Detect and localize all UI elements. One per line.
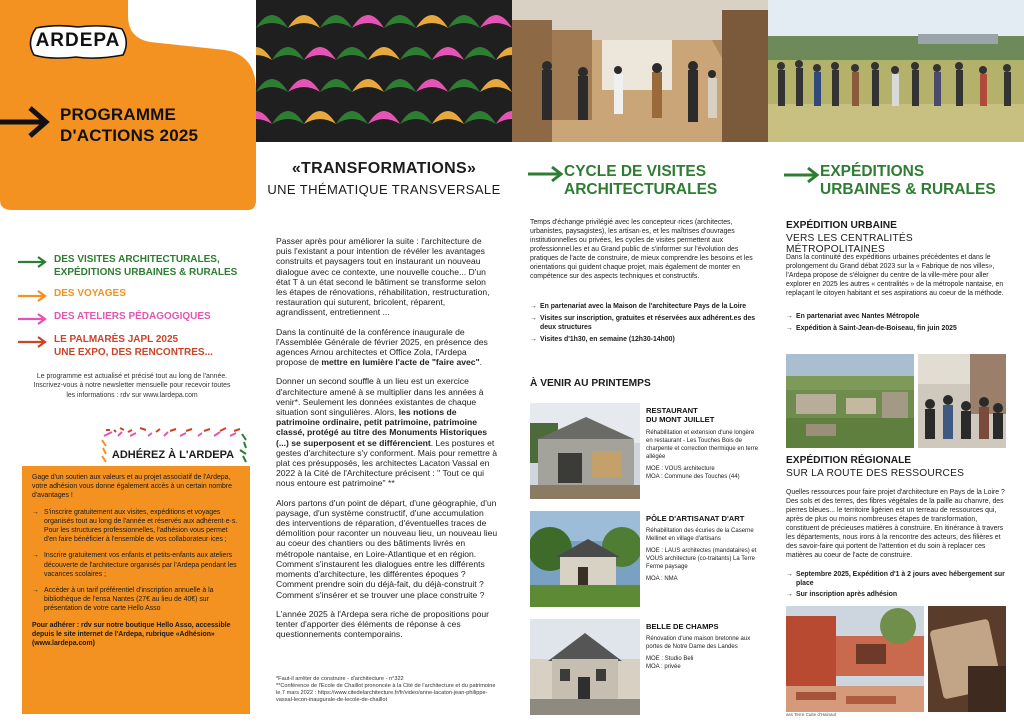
footnotes: *Faut-il arrêter de construire - d'architecture - n°322 **Conférence de l'Ecole de Chaillot prononcée à la Cité de l'architecture et du patrimoine le 7 mars 2022 : https://www.citedelarchitecture.fr/fr/video/anne-lacaton-jean-philippe-vassal-lecon-inaugurale-de-lecole-de-chaillot <box>276 676 496 703</box>
artisanat-photo <box>530 511 640 607</box>
belle-de-champs-photo <box>530 619 640 715</box>
regional-expedition-subheading: SUR LA ROUTE DES RESSOURCES <box>786 468 965 479</box>
visites-info-list <box>530 302 756 347</box>
list-item: → Sur inscription après adhésion <box>786 591 898 598</box>
legend-item-ateliers: DES ATELIERS PÉDAGOGIQUES <box>18 311 250 325</box>
adhere-box <box>22 466 250 714</box>
visit-card-restaurant: RESTAURANT DU MONT JUILLET Réhabilitation et extension d'une longère en restaurant - Les Touches Bois de charpente et correction thermique en terre allégée MOE : VOUS architecture MOA : Commune des Touches (44) <box>646 406 759 480</box>
column-programme <box>0 0 256 724</box>
visit-card-artisanat: PÔLE D'ARTISANAT D'ART Réhabilitation des écuries de la Caserne Mellinet en village d'artisans MOE : LAUS architectes (mandataires) et VOUS architecture (co-traitants) La Terre Ferme paysage MOA : NMA <box>646 514 757 583</box>
list-item: → En partenariat avec Nantes Métropole <box>786 313 920 320</box>
column-expeditions <box>768 0 1024 724</box>
urban-expedition-subheading: VERS LES CENTRALITÉS MÉTROPOLITAINES <box>786 233 913 255</box>
group-visit-photo <box>918 354 1006 448</box>
logo-text: ARDEPA <box>35 30 121 51</box>
urban-expedition-list <box>786 312 1012 336</box>
programme-title: PROGRAMME D'ACTIONS 2025 <box>60 105 199 145</box>
arrow-right-icon <box>18 256 48 268</box>
list-item: → Septembre 2025, Expédition d'1 à 2 jours avec hébergement sur place <box>786 571 1005 587</box>
decorative-pattern <box>256 0 512 142</box>
list-item: → Expédition à Saint-Jean-de-Boiseau, fin juin 2025 <box>786 325 957 332</box>
legend-item-palmares: LE PALMARÈS JAPL 2025 UNE EXPO, DES RENCONTRES... <box>18 334 250 359</box>
urban-expedition-heading: EXPÉDITION URBAINE <box>786 220 897 231</box>
newsletter-note: Le programme est actualisé et précisé tout au long de l'année. Inscrivez-vous à notre newsletter mensuelle pour recevoir toutes les informations : rdv sur www.lardepa.com <box>33 373 231 399</box>
transformations-title: «TRANSFORMATIONS» <box>291 160 477 177</box>
list-item: → Visites sur inscription, gratuites et réservées aux adhérent.es des deux structures <box>530 315 756 331</box>
arrow-right-icon <box>0 104 52 140</box>
restaurant-photo <box>530 403 640 499</box>
adhere-bullet: → S'inscrire gratuitement aux visites, expéditions et voyages organisés tout au long de l'année et réservés aux adhérent·e·s. Pour les structures professionnelles, l'adhésion vous permet d'en faire bénéficier à l'ensemble de vos collaborateur·ices ; <box>32 508 238 544</box>
adhere-bullet: → Inscrire gratuitement vos enfants et petits-enfants aux ateliers découverte de l'architecture organisés par l'Ardepa pendant les vacances scolaires ; <box>32 552 237 578</box>
list-item: → Visites d'1h30, en semaine (12h30-14h00) <box>530 336 675 343</box>
photo-credit: ass Terre Cuite d'Hainaut <box>786 712 837 717</box>
arrow-right-icon <box>18 313 48 325</box>
arrow-right-icon <box>526 165 566 183</box>
column-visites <box>512 0 768 724</box>
transformations-subtitle: UNE THÉMATIQUE TRANSVERSALE <box>267 182 501 197</box>
brick-building-photo <box>786 606 924 712</box>
adhere-footer: Pour adhérer : rdv sur notre boutique Hello Asso, accessible depuis le site internet de l'Ardepa, rubrique «Adhésion» (www.lardepa.com) <box>32 621 231 648</box>
expeditions-title: EXPÉDITIONS URBAINES & RURALES <box>820 163 996 198</box>
legend-item-voyages: DES VOYAGES <box>18 288 250 302</box>
urban-expedition-text: Dans la continuité des expéditions urbaines précédentes et dans le prolongement du Grand débat 2023 sur la « Fabrique de nos villes», l'Ardepa propose de s'éloigner du centre de la ville-mère pour aller explorer en 2025 les autres « centralités » de la métropole nantaise, en replaçant le citoyen habitant et ses aspirations au coeur de la méthode. <box>786 254 1004 297</box>
regional-expedition-list <box>786 570 1012 601</box>
regional-expedition-text: Quelles ressources pour faire projet d'architecture en Pays de la Loire ? Des sols et des terres, des fibres végétales de la paille au chanvre, des pierres bleues... le territoire ligérien est un terreau de ressources qui, après de plus ou moins nombreuses étapes de transformation, constituent de précieuses matières à construire. En itinérance à travers les départements, nous irons à la rencontre des acteurs, des filières et des savoir-faire qui portent de l'attention et du soin à replacer ces matières au coeur de l'acte de construire. <box>786 489 1005 559</box>
column-transformations <box>256 0 512 724</box>
spring-heading: À VENIR AU PRINTEMPS <box>530 378 651 389</box>
list-item: → En partenariat avec la Maison de l'architecture Pays de la Loire <box>530 303 747 310</box>
visit-interior-photo <box>512 0 768 142</box>
ardepa-logo <box>26 24 130 60</box>
visit-card-belle-de-champs: BELLE DE CHAMPS Rénovation d'une maison bretonne aux portes de Notre Dame des Landes MOE : Studio Beli MOA : privée <box>646 622 751 671</box>
adhere-intro: Gage d'un soutien aux valeurs et au projet associatif de l'Ardepa, votre adhésion vous donne également accès à un certain nombre d'avantages ! <box>32 474 232 500</box>
arrow-right-icon <box>782 166 822 184</box>
visites-title: CYCLE DE VISITES ARCHITECTURALES <box>564 163 718 198</box>
expedition-group-photo <box>768 0 1024 142</box>
visites-intro: Temps d'échange privilégié avec les concepteur·rices (architectes, urbanistes, paysagistes), les artisan·es, et les maîtrises d'ouvrages institutionnelles ou privées, les cycles de visites permettent aux professionnel.les et au Grand public de s'informer sur l'évolution des pratiques de l'acte de construire, de mieux comprendre les besoins et les orientations qui guident chaque projet, mais également de monter en compétence sur des aspects techniques et constructifs. <box>530 219 753 280</box>
legend-item-visits: DES VISITES ARCHITECTURALES, EXPÉDITIONS URBAINES & RURALES <box>18 254 250 279</box>
arrow-right-icon <box>18 336 48 348</box>
arrow-right-icon <box>18 290 48 302</box>
transformations-body: Passer après pour améliorer la suite : l'architecture de puis l'existant a pour intention de révéler les avantages construits et paysagers tout en instaurant un nouveau dialogue avec ce contexte, une nouvelle couche... D'un état T à un état second le bâtiment se transforme selon les étapes de rénovations, réhabilitation, restructuration, restauration qui suturent, bricolent, réparent, agrandissent, entretiennent ... Dans la continuité de la conférence inaugurale de l'Assemblée Générale de février 2025, en présence des agences Arnou architectes et Office Zola, l'Ardepa propose de mettre en lumière l'acte de "faire avec". Donner un second souffle à un lieu est un exercice d'architecture amené à se multiplier dans les années à venir*. Seulement les données existantes de chaque situation sont singulières. Alors, les notions de patrimoine ordinaire, petit patrimoine, patrimoine classé, protégé au titre des Monuments Historiques (...) se superposent et se différencient. Les postures et gestes d'architecture s'y conforment. Mais pour remettre à plat ces présupposés, les architectes Lacaton Vassal en 2022 à la Cité de l'Architecture précisent : " Tout ce qui nous entoure est patrimoine" ** Alors partons d'un point de départ, d'une géographie, d'un paysage, d'un système constructif, d'une accumulation des interventions de réparation, d'éventuelles traces de démolition pour raconter un nouveau lieu, un nouveau lieu au coeur des chantiers ou des bâtiments livrés en métropole nantaise, en Loire-Atlantique et en région. Comment s'instaurent les dialogues entre les différents moments d'architecture, les différentes époques ? Comment prendre soin du déjà-fait, du déjà-construit ? Comment s'insérer et se trouver une place construite ? L'année 2025 à l'Ardepa sera riche de propositions pour tenter d'apporter des éléments de réponse à ces questionnements contemporains. <box>276 236 498 640</box>
legend <box>18 254 250 368</box>
adhere-title: ADHÉREZ À L'ARDEPA <box>111 449 235 461</box>
regional-expedition-heading: EXPÉDITION RÉGIONALE <box>786 455 912 466</box>
adhere-bullet: → Accéder à un tarif préférentiel d'inscription annuelle à la bibliothèque de l'ensa Nantes (27€ au lieu de 40€) sur présentation de votre carte Hello Asso <box>32 587 214 613</box>
clay-tile-photo <box>928 606 1006 712</box>
aerial-town-photo <box>786 354 914 448</box>
